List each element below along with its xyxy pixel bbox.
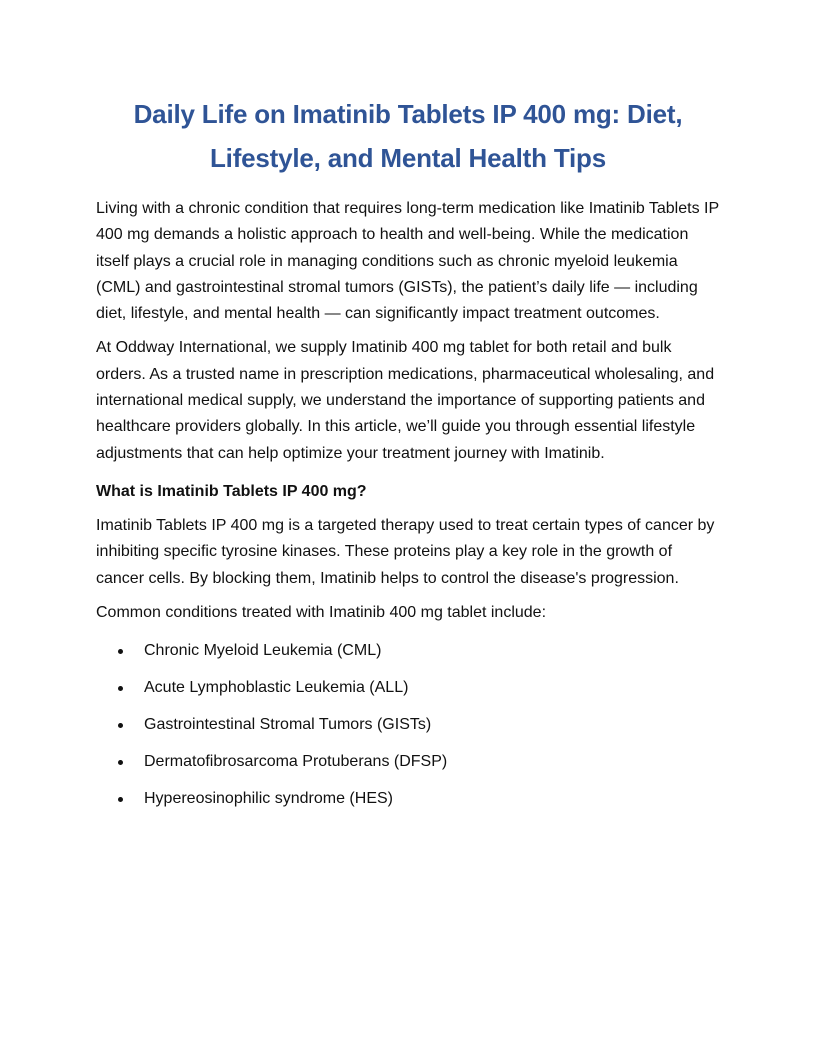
list-item-text: Hypereosinophilic syndrome (HES) [144,790,393,808]
intro-paragraph-1: Living with a chronic condition that requires long-term medication like Imatinib Tablets IP 400 mg demands a holistic approach to health and well-being. While the medication itself plays a crucial role in managing conditions such as chronic myeloid leukemia (CML) and gastrointestinal stromal tumors (GISTs), the patient’s daily life — including diet, lifestyle, and mental health — can significantly impact treatment outcomes. [96,200,719,323]
bullet-icon [118,760,123,765]
section-heading: What is Imatinib Tablets IP 400 mg? [96,482,367,500]
page-title: Daily Life on Imatinib Tablets IP 400 mg: Diet, Lifestyle, and Mental Health Tips [133,99,683,173]
list-item [96,712,720,738]
list-item [96,786,720,812]
list-item-text: Acute Lymphoblastic Leukemia (ALL) [144,679,409,697]
bullet-icon [118,723,123,728]
list-item-text: Dermatofibrosarcoma Protuberans (DFSP) [144,753,448,771]
list-item-text: Chronic Myeloid Leukemia (CML) [144,642,382,660]
section-paragraph-2: Common conditions treated with Imatinib 400 mg tablet include: [96,603,547,621]
bullet-icon [118,686,123,691]
bullet-icon [118,649,123,654]
list-item [96,638,720,664]
intro-paragraph-2: At Oddway International, we supply Imatinib 400 mg tablet for both retail and bulk orders. As a trusted name in prescription medications, pharmaceutical wholesaling, and international medical supply, we understand the importance of supporting patients and healthcare providers globally. In this article, we’ll guide you through essential lifestyle adjustments that can help optimize your treatment journey with Imatinib. [96,339,715,462]
list-item-text: Gastrointestinal Stromal Tumors (GISTs) [144,716,432,734]
bullet-icon [118,797,123,802]
conditions-list [96,638,720,812]
list-item [96,675,720,701]
list-item [96,749,720,775]
section-paragraph-1: Imatinib Tablets IP 400 mg is a targeted therapy used to treat certain types of cancer by inhibiting specific tyrosine kinases. These proteins play a key role in the growth of cancer cells. By blocking them, Imatinib helps to control the disease's progression. [96,516,715,587]
